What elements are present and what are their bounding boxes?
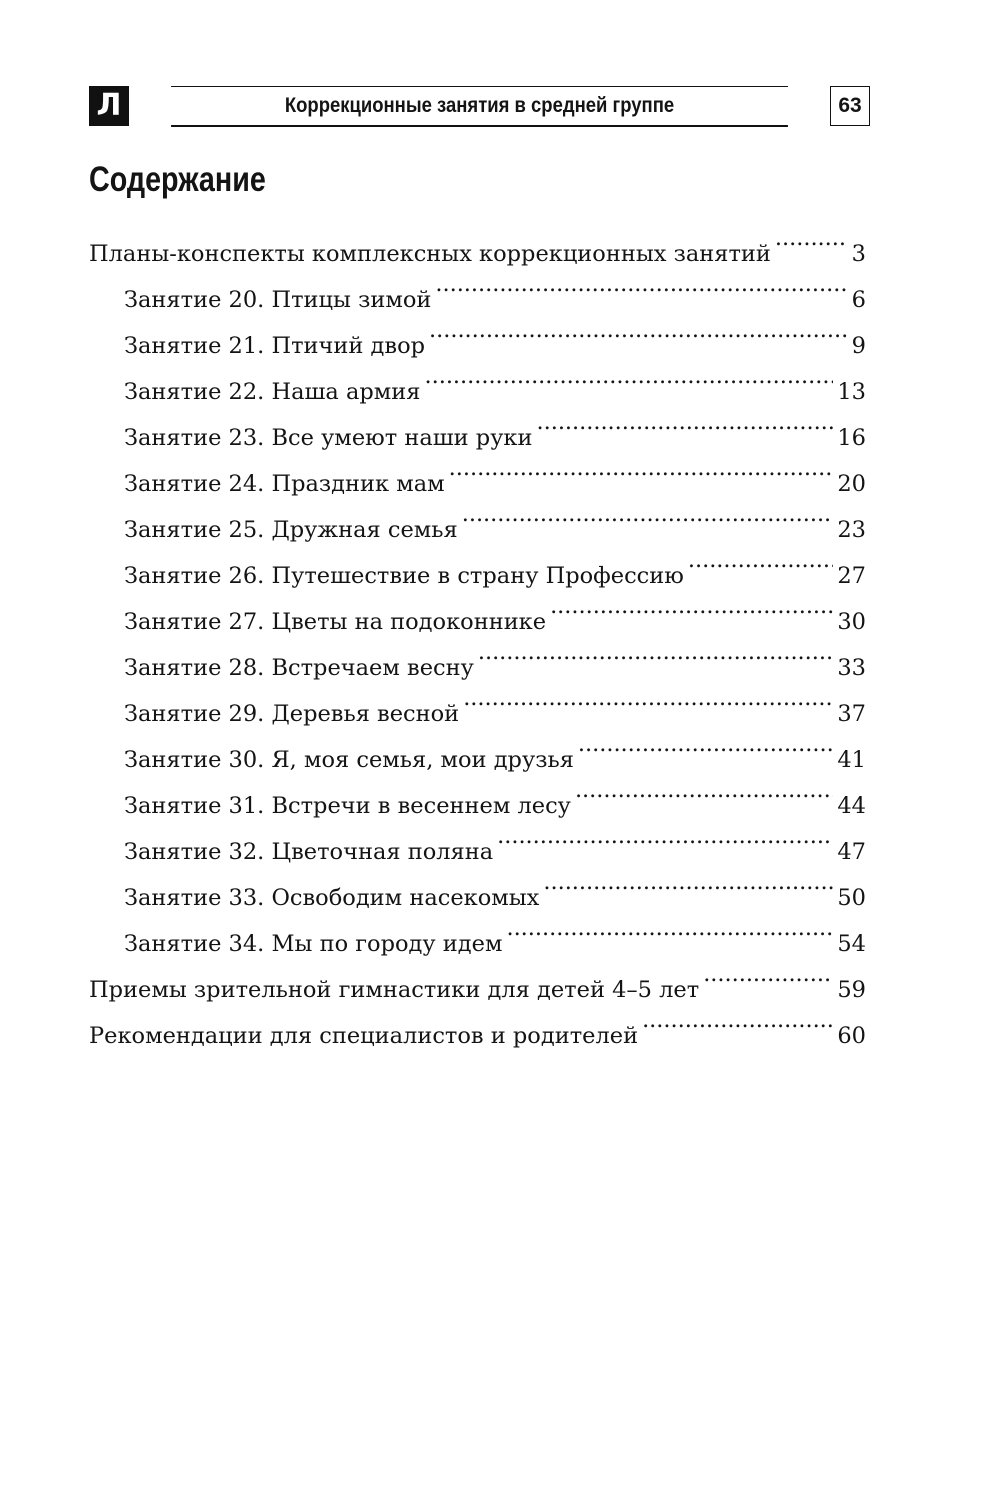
dot-leader [478, 629, 834, 675]
toc-entry-title: Занятие 30. Я, моя семья, мои друзья [124, 747, 574, 773]
toc-entry-title: Занятие 22. Наша армия [124, 379, 421, 405]
dot-leader [425, 353, 834, 399]
toc-entry-title: Занятие 26. Путешествие в страну Профессию [124, 563, 684, 589]
toc-entry-title: Занятие 32. Цветочная поляна [124, 839, 494, 865]
dot-leader [497, 813, 833, 859]
dot-leader [550, 583, 833, 629]
dot-leader [642, 997, 833, 1043]
toc-entry-page: 6 [851, 287, 866, 313]
toc-entry-page: 3 [851, 241, 866, 267]
toc-entry-title: Занятие 33. Освободим насекомых [124, 885, 540, 911]
running-header [89, 86, 870, 126]
toc-entry-title: Занятие 23. Все умеют наши руки [124, 425, 533, 451]
toc-entry-title: Рекомендации для специалистов и родителей [89, 1023, 639, 1049]
toc-entry-page: 50 [837, 885, 866, 911]
toc-entry-page: 41 [837, 747, 866, 773]
toc-entry-page: 16 [837, 425, 866, 451]
toc-entry-title: Занятие 28. Встречаем весну [124, 655, 474, 681]
dot-leader [429, 307, 848, 353]
toc-entry-page: 33 [837, 655, 866, 681]
toc-entry-page: 54 [837, 931, 866, 957]
toc-entry-title: Занятие 34. Мы по городу идем [124, 931, 503, 957]
contents-heading: Содержание [89, 160, 266, 199]
toc-entry-title: Занятие 25. Дружная семья [124, 517, 458, 543]
toc-entry-title: Планы-конспекты комплексных коррекционных занятий [89, 241, 771, 267]
toc-entry-page: 60 [837, 1023, 866, 1049]
toc-entry-title: Занятие 24. Праздник мам [124, 471, 445, 497]
toc-entry-page: 59 [837, 977, 866, 1003]
dot-leader [537, 399, 834, 445]
toc-entry-title: Занятие 27. Цветы на подоконнике [124, 609, 547, 635]
dot-leader [543, 859, 833, 905]
toc-entry-page: 37 [837, 701, 866, 727]
dot-leader [688, 537, 833, 583]
toc-entry-title: Занятие 21. Птичий двор [124, 333, 426, 359]
dot-leader [463, 675, 833, 721]
toc-entry-page: 30 [837, 609, 866, 635]
dot-leader [703, 951, 833, 997]
toc-entry-title: Занятие 29. Деревья весной [124, 701, 460, 727]
toc-entry-page: 47 [837, 839, 866, 865]
dot-leader [449, 445, 834, 491]
toc-entry-page: 9 [851, 333, 866, 359]
toc-entry-title: Занятие 20. Птицы зимой [124, 287, 432, 313]
running-title: Коррекционные занятия в средней группе [171, 86, 788, 127]
toc-entry-title: Приемы зрительной гимнастики для детей 4–5 лет [89, 977, 700, 1003]
dot-leader [575, 767, 833, 813]
dot-leader [775, 215, 848, 261]
dot-leader [506, 905, 833, 951]
dot-leader [462, 491, 834, 537]
table-of-contents [89, 215, 866, 1049]
toc-entry-page: 20 [837, 471, 866, 497]
toc-entry-title: Занятие 31. Встречи в весеннем лесу [124, 793, 571, 819]
dot-leader [435, 261, 847, 307]
toc-entry-page: 23 [837, 517, 866, 543]
dot-leader [578, 721, 833, 767]
toc-entry-page: 44 [837, 793, 866, 819]
page-number: 63 [830, 86, 870, 126]
publisher-logo: Л [89, 86, 129, 126]
toc-entry-page: 27 [837, 563, 866, 589]
toc-entry-page: 13 [837, 379, 866, 405]
toc-entry[interactable] [89, 215, 866, 267]
